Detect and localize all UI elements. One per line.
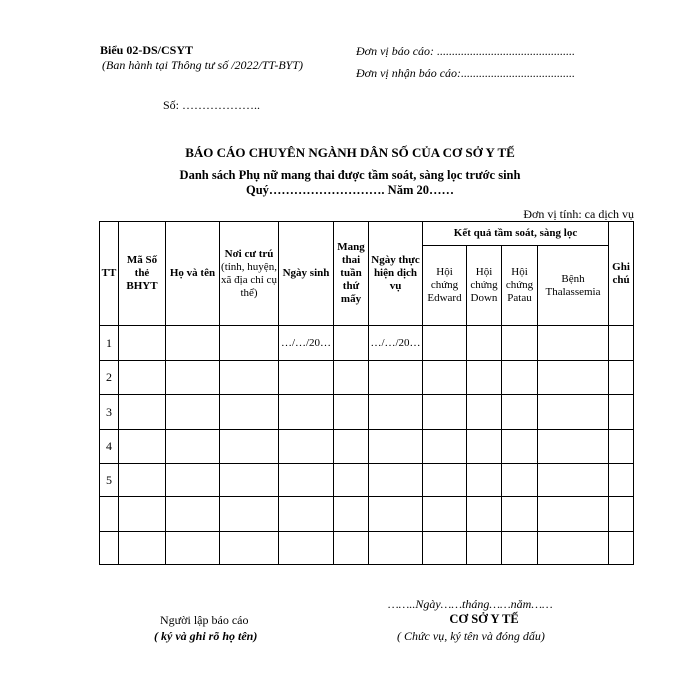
table-cell <box>119 395 166 430</box>
table-cell <box>119 361 166 395</box>
table-row <box>100 326 634 361</box>
header-gestational-week: Mang thai tuần thứ mấy <box>334 222 369 326</box>
dob-cell <box>279 464 334 497</box>
table-cell <box>502 326 538 361</box>
table-cell <box>334 464 369 497</box>
table-cell <box>423 497 467 532</box>
header-full-name: Họ và tên <box>166 222 220 326</box>
row-number-cell: 2 <box>100 361 119 395</box>
table-cell <box>609 361 634 395</box>
report-title: BÁO CÁO CHUYÊN NGÀNH DÂN SỐ CỦA CƠ SỞ Y TẾ <box>185 145 515 160</box>
report-period: Quý………………………. Năm 20…… <box>246 183 454 197</box>
row-number-cell: 5 <box>100 464 119 497</box>
header-notes: Ghi chú <box>609 222 634 326</box>
row-number-cell: 4 <box>100 430 119 464</box>
service-date-cell <box>369 361 423 395</box>
dob-cell: …/…/20… <box>279 326 334 361</box>
header-date-of-birth: Ngày sinh <box>279 222 334 326</box>
header-results-group: Kết quả tầm soát, sàng lọc <box>423 222 609 246</box>
table-cell <box>609 532 634 565</box>
creator-label: Người lập báo cáo <box>160 613 249 627</box>
row-number-cell: 3 <box>100 395 119 430</box>
table-row <box>100 430 634 464</box>
table-cell <box>423 395 467 430</box>
table-cell <box>334 361 369 395</box>
table-cell <box>220 532 279 565</box>
table-cell <box>334 532 369 565</box>
header-down-syndrome: Hội chứng Down <box>467 246 502 326</box>
table-cell <box>166 532 220 565</box>
table-cell <box>220 395 279 430</box>
service-date-cell <box>369 430 423 464</box>
table-cell <box>220 361 279 395</box>
table-cell <box>467 395 502 430</box>
table-cell <box>467 532 502 565</box>
table-cell <box>538 497 609 532</box>
table-cell <box>538 361 609 395</box>
table-cell <box>609 395 634 430</box>
form-code: Biểu 02-DS/CSYT <box>100 43 194 57</box>
table-cell <box>538 532 609 565</box>
dob-cell <box>279 395 334 430</box>
table-cell <box>166 395 220 430</box>
table-cell <box>119 464 166 497</box>
table-cell <box>538 464 609 497</box>
facility-label: CƠ SỞ Y TẾ <box>449 612 519 626</box>
signing-date-line: ……..Ngày……tháng……năm…… <box>388 597 553 611</box>
unit-of-measure: Đơn vị tính: ca dịch vụ <box>523 207 634 221</box>
table-cell <box>538 430 609 464</box>
table-cell <box>423 326 467 361</box>
table-cell <box>334 395 369 430</box>
table-cell <box>609 497 634 532</box>
table-cell <box>119 497 166 532</box>
table-cell <box>220 430 279 464</box>
table-cell <box>334 326 369 361</box>
table-row <box>100 464 634 497</box>
table-cell <box>166 361 220 395</box>
table-cell <box>538 395 609 430</box>
table-row <box>100 361 634 395</box>
service-date-cell <box>369 395 423 430</box>
screening-table <box>99 221 634 565</box>
table-cell <box>467 497 502 532</box>
table-cell <box>166 326 220 361</box>
report-subtitle: Danh sách Phụ nữ mang thai được tầm soát, sàng lọc trước sinh <box>179 168 521 182</box>
header-service-date: Ngày thực hiện dịch vụ <box>369 222 423 326</box>
report-number-line: Số: ……………….. <box>163 98 261 112</box>
table-cell <box>467 464 502 497</box>
table-cell <box>423 361 467 395</box>
issuing-circular-note: (Ban hành tại Thông tư số /2022/TT-BYT) <box>102 58 304 72</box>
receiving-unit-line: Đơn vị nhận báo cáo:...................................... <box>356 66 576 80</box>
dob-cell <box>279 430 334 464</box>
service-date-cell: …/…/20… <box>369 326 423 361</box>
table-cell <box>609 464 634 497</box>
table-cell <box>502 464 538 497</box>
service-date-cell <box>369 464 423 497</box>
header-edward-syndrome: Hội chứng Edward <box>423 246 467 326</box>
row-number-cell <box>100 497 119 532</box>
table-cell <box>220 326 279 361</box>
table-cell <box>119 326 166 361</box>
table-cell <box>166 464 220 497</box>
dob-cell <box>279 361 334 395</box>
row-number-cell: 1 <box>100 326 119 361</box>
header-residence-title: Nơi cư trú <box>224 247 274 260</box>
header-patau-syndrome: Hội chứng Patau <box>502 246 538 326</box>
table-row <box>100 532 634 565</box>
table-cell <box>423 532 467 565</box>
table-cell <box>502 497 538 532</box>
table-cell <box>423 430 467 464</box>
table-cell <box>220 464 279 497</box>
row-number-cell <box>100 532 119 565</box>
header-residence <box>220 222 279 326</box>
table-cell <box>467 326 502 361</box>
service-date-cell <box>369 497 423 532</box>
dob-cell <box>279 497 334 532</box>
header-thalassemia: Bệnh Thalassemia <box>538 246 609 326</box>
table-cell <box>609 430 634 464</box>
table-cell <box>502 361 538 395</box>
table-cell <box>166 497 220 532</box>
header-tt: TT <box>100 222 119 326</box>
dob-cell <box>279 532 334 565</box>
creator-signature-note: ( ký và ghi rõ họ tên) <box>154 629 258 643</box>
facility-signature-note: ( Chức vụ, ký tên và đóng dấu) <box>397 629 545 643</box>
table-cell <box>502 395 538 430</box>
header-insurance-number: Mã Số thẻ BHYT <box>119 222 166 326</box>
table-cell <box>538 326 609 361</box>
table-cell <box>166 430 220 464</box>
table-cell <box>119 532 166 565</box>
table-row <box>100 395 634 430</box>
table-cell <box>502 430 538 464</box>
table-cell <box>334 497 369 532</box>
table-cell <box>334 430 369 464</box>
table-cell <box>119 430 166 464</box>
table-row <box>100 497 634 532</box>
table-header-row <box>100 222 634 246</box>
header-residence-detail: (tỉnh, huyện, xã địa chỉ cụ thể) <box>221 260 277 299</box>
table-cell <box>220 497 279 532</box>
service-date-cell <box>369 532 423 565</box>
table-cell <box>423 464 467 497</box>
table-cell <box>502 532 538 565</box>
table-cell <box>467 361 502 395</box>
table-cell <box>609 326 634 361</box>
table-cell <box>467 430 502 464</box>
reporting-unit-line: Đơn vị báo cáo: .............................................. <box>356 44 576 58</box>
